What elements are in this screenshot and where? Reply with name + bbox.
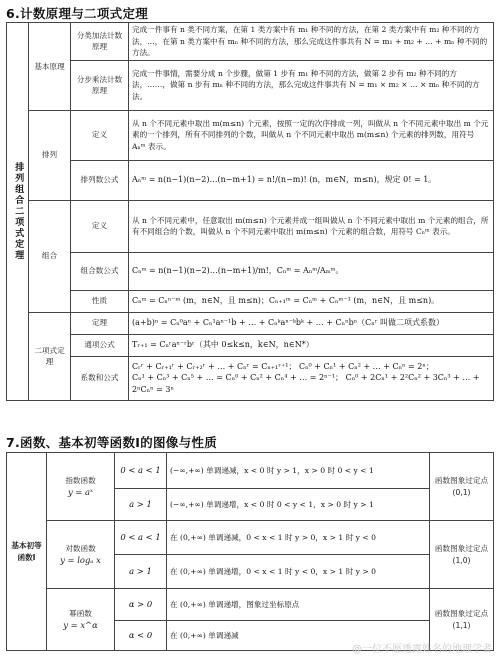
combination-label: 组合 [29, 200, 71, 312]
perm-def-label: 定义 [71, 110, 129, 160]
log-case1: 0 < a < 1 [115, 521, 167, 555]
watermark: @一位不愿透露姓名的地理学者 [352, 644, 492, 655]
permutation-label: 排列 [29, 110, 71, 200]
pow-case2: α < 0 [115, 621, 167, 651]
perm-def-text: 从 n 个不同元素中取出 m(m≤n) 个元素，按照一定的次序排成一列，叫做从 n 个不同元素中取出 m 个元素的一个排列，所有不同排列的个数，叫做从 n 个不同元素中取出 m(m≤n) 个元素的排列数，用符号 Aₙᵐ 表示。 [129, 110, 494, 160]
binom-def-label: 定理 [71, 312, 129, 334]
log-function-label: 对数函数 [65, 543, 96, 553]
add-principle-text: 完成一件事有 n 类不同方案，在第 1 类方案中有 m₁ 种不同的方法，在第 2 类方案中有 m₂ 种不同的方法，…，在第 n 类方案中有 mₙ 种不同的方法，那么完成这件事共有 N = m₁ + m₂ + … + mₙ 种不同的方法。 [129, 23, 494, 61]
section6-table [6, 22, 494, 401]
perm-formula-text: Aₙᵐ = n(n−1)(n−2)…(n−m+1) = n!/(n−m)! (n，m∈N，m≤n)，规定 0! = 1。 [129, 160, 494, 200]
binom-sum-label: 系数和公式 [71, 356, 129, 400]
add-principle-label: 分类加法计数原理 [71, 23, 129, 61]
binom-sum-line2: Cₙ¹ + Cₙ³ + Cₙ⁵ + … = Cₙ⁰ + Cₙ² + Cₙ⁴ + … = 2ⁿ⁻¹； Cₙ⁰ + 2Cₙ¹ + 2²Cₙ² + 3Cₙ³ + … + 2ⁿCₙⁿ = 3ⁿ [132, 373, 480, 395]
section6-group-label: 排列组合二项式定理 [7, 23, 29, 401]
log-case2-text: 在 (0,+∞) 单调递增，0 < x < 1 时 y < 0，x > 1 时 y > 0 [167, 555, 430, 589]
basic-principle-label: 基本原理 [29, 23, 71, 111]
exp-case2-text: (−∞,+∞) 单调递增，x < 0 时 0 < y < 1，x > 0 时 y > 1 [167, 489, 430, 521]
binomial-label: 二项式定理 [29, 312, 71, 400]
pow-case1: α > 0 [115, 589, 167, 621]
exp-function-formula: y = aˣ [67, 486, 94, 497]
comb-def-label: 定义 [71, 200, 129, 252]
section6-table-wrap [6, 22, 494, 401]
pow-case1-text: 在 (0,+∞) 单调递增，图象过坐标原点 [167, 589, 430, 621]
pow-note: 函数图象过定点 (1,1) [430, 589, 494, 651]
exp-case2: a > 1 [115, 489, 167, 521]
log-case2: a > 1 [115, 555, 167, 589]
log-function-cell [47, 521, 115, 589]
comb-def-text: 从 n 个不同元素中，任意取出 m(m≤n) 个元素并成一组叫做从 n 个不同元素中取出 m 个元素的组合，所有不同组合的个数，叫做从 n 个不同元素中取出 m(m≤n) 个元素的组合数，用符号 Cₙᵐ 表示。 [129, 200, 494, 252]
comb-prop-label: 性质 [71, 290, 129, 312]
section7-group-label: 基本初等函数Ⅰ [7, 453, 47, 651]
section7-table [6, 452, 494, 651]
pow-function-cell [47, 589, 115, 651]
log-case1-text: 在 (0,+∞) 单调递减，0 < x < 1 时 y > 0，x > 1 时 y < 0 [167, 521, 430, 555]
binom-term-label: 通项公式 [71, 334, 129, 356]
perm-formula-label: 排列数公式 [71, 160, 129, 200]
exp-case1-text: (−∞,+∞) 单调递减，x < 0 时 y > 1，x > 0 时 0 < y < 1 [167, 453, 430, 489]
binom-sum-line1: Cᵣʳ + Cᵣ₊₁ʳ + Cᵣ₊₂ʳ + … + Cₙʳ = Cₙ₊₁ʳ⁺¹； Cₙ⁰ + Cₙ¹ + Cₙ² + … + Cₙⁿ = 2ⁿ； [132, 361, 434, 371]
pow-function-label: 幂函数 [69, 608, 92, 618]
exp-function-cell [47, 453, 115, 521]
binom-def-text: (a+b)ⁿ = Cₙ⁰aⁿ + Cₙ¹aⁿ⁻¹b + … + Cₙᵏaⁿ⁻ᵏbᵏ + … + Cₙⁿbⁿ（Cₙʳ 叫做二项式系数） [129, 312, 494, 334]
section7-title: 7.函数、基本初等函数Ⅰ的图像与性质 [6, 435, 217, 450]
binom-sum-text [129, 356, 494, 400]
log-note: 函数图象过定点 (1,0) [430, 521, 494, 589]
section6-title: 6.计数原理与二项式定理 [6, 6, 149, 21]
exp-function-label: 指数函数 [65, 475, 96, 485]
mul-principle-text: 完成一件事情，需要分成 n 个步骤，做第 1 步有 m₁ 种不同的方法，做第 2 步有 m₂ 种不同的方法，……，做第 n 步有 mₙ 种不同的方法，那么完成这件事共有 N = m₁ × m₂ × … × mₙ 种不同的方法。 [129, 60, 494, 110]
comb-prop-text: Cₙᵐ = Cₙⁿ⁻ᵐ (m，n∈N，且 m≤n)；Cₙ₊₁ᵐ = Cₙᵐ + Cₙᵐ⁻¹ (m，n∈N，且 m≤n)。 [129, 290, 494, 312]
section7-table-wrap [6, 452, 494, 651]
pow-case2-text: 在 (0,+∞) 单调递减 [167, 621, 430, 651]
exp-note: 函数图象过定点 (0,1) [430, 453, 494, 521]
mul-principle-label: 分步乘法计数原理 [71, 60, 129, 110]
binom-term-text: Tᵣ₊₁ = Cₙʳaⁿ⁻ʳbʳ（其中 0≤k≤n，k∈N，n∈N*） [129, 334, 494, 356]
pow-function-formula: y = x^α [63, 619, 98, 630]
comb-formula-label: 组合数公式 [71, 252, 129, 290]
log-function-formula: y = logₐ x [60, 554, 101, 565]
exp-case1: 0 < a < 1 [115, 453, 167, 489]
comb-formula-text: Cₙᵐ = n(n−1)(n−2)…(n−m+1)/m!，Cₙᵐ = Aₙᵐ/Aₘᵐ。 [129, 252, 494, 290]
